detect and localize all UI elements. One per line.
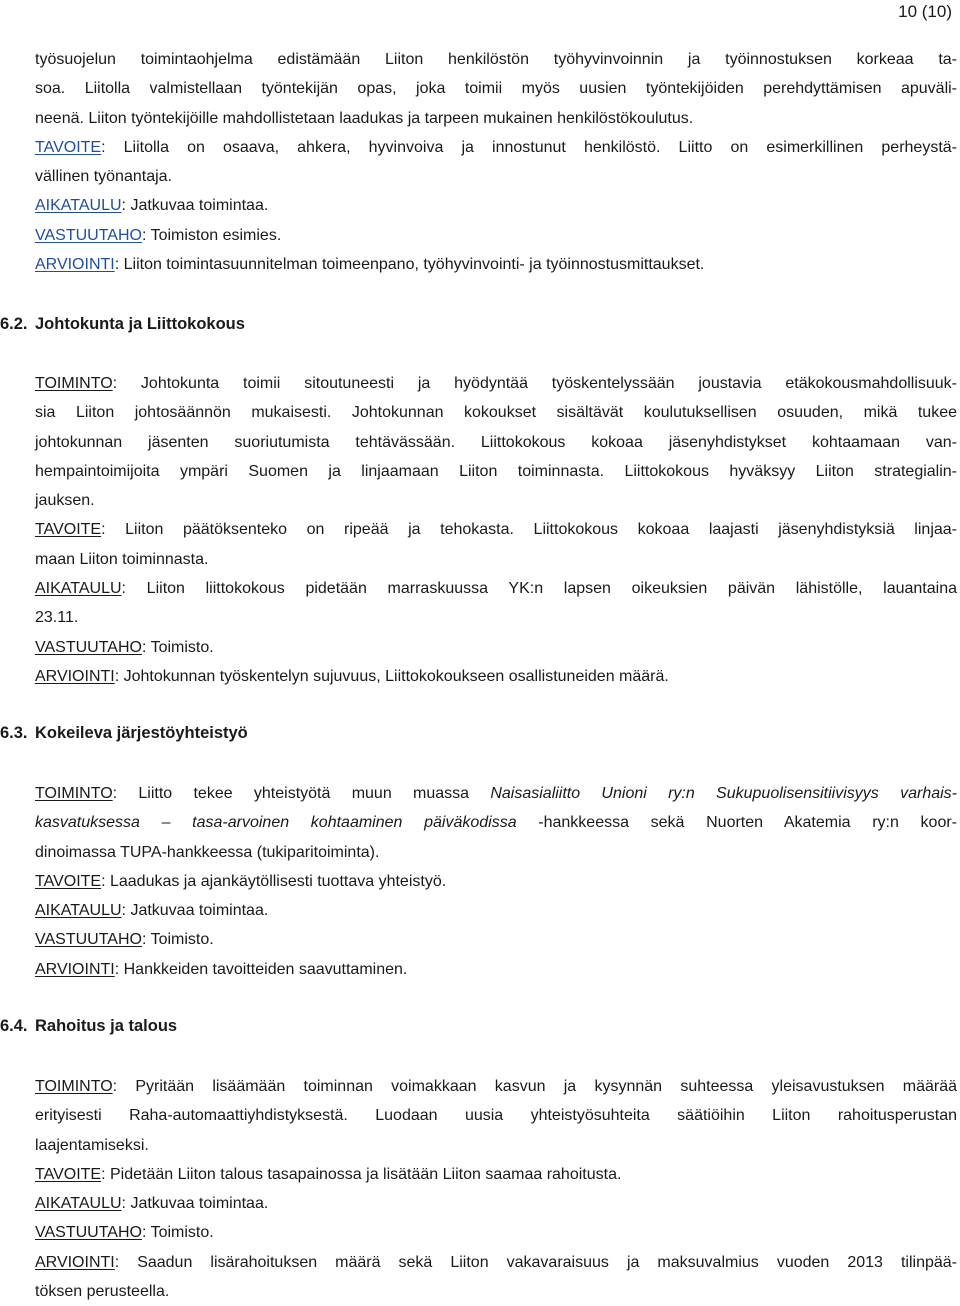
vastuutaho-text: : Toimiston esimies.	[141, 226, 282, 244]
aikataulu-label: AIKATAULU	[35, 1195, 122, 1213]
arviointi-line	[35, 955, 957, 984]
vastuutaho-line	[35, 633, 957, 662]
paragraph-line: sia Liiton johtosäännön mukaisesti. Johtokunnan kokoukset sisältävät koulutuksellisen osuuden, mikä tukee	[35, 404, 957, 422]
section-body	[35, 779, 957, 984]
arviointi-line	[35, 662, 957, 691]
vastuutaho-label: VASTUUTAHO	[35, 226, 142, 244]
section-number: 6.2.	[0, 315, 28, 333]
toiminto-line	[35, 369, 957, 398]
tavoite-label: TAVOITE	[35, 138, 102, 156]
arviointi-text: : Saadun lisärahoituksen määrä sekä Liiton vakavaraisuus ja maksuvalmius vuoden 2013 tilinpää-	[114, 1253, 957, 1271]
toiminto-label: TOIMINTO	[35, 375, 113, 392]
section-heading	[0, 315, 245, 334]
paragraph-line: laajentamiseksi.	[35, 1136, 149, 1154]
tavoite-line	[35, 133, 957, 162]
intro-block	[35, 45, 957, 279]
vastuutaho-text: : Toimisto.	[141, 638, 214, 656]
tavoite-text: : Laadukas ja ajankäytöllisesti tuottava yhteistyö.	[101, 872, 447, 890]
vastuutaho-label: VASTUUTAHO	[35, 1224, 142, 1242]
section-title: Johtokunta ja Liittokokous	[35, 315, 245, 333]
arviointi-text: : Hankkeiden tavoitteiden saavuttaminen.	[114, 960, 408, 978]
paragraph-line: työsuojelun toimintaohjelma edistämään Liiton henkilöstön työhyvinvoinnin ja työinnostuksen korkeaa ta-	[35, 51, 957, 68]
arviointi-label: ARVIOINTI	[35, 1253, 115, 1271]
section-title: Kokeileva järjestöyhteistyö	[35, 724, 248, 742]
tavoite-label: TAVOITE	[35, 1165, 102, 1183]
tavoite-text: : Pidetään Liiton talous tasapainossa ja lisätään Liiton saamaa rahoitusta.	[101, 1165, 622, 1183]
toiminto-text: : Liitto tekee yhteistyötä muun muassa	[112, 785, 491, 802]
paragraph-line: jauksen.	[35, 492, 95, 510]
aikataulu-label: AIKATAULU	[35, 197, 122, 215]
tavoite-line	[35, 515, 957, 544]
tavoite-line	[35, 867, 957, 896]
vastuutaho-label: VASTUUTAHO	[35, 931, 142, 949]
tavoite-text: : Liiton päätöksenteko on ripeää ja tehokasta. Liittokokous kokoaa laajasti jäsenyhdistyksiä linjaa-	[101, 521, 957, 539]
project-name: Naisasialiitto Unioni ry:n Sukupuolisensitiivisyys varhais-	[490, 785, 957, 802]
tavoite-label: TAVOITE	[35, 521, 102, 539]
tavoite-line: maan Liiton toiminnasta.	[35, 550, 209, 568]
toiminto-label: TOIMINTO	[35, 1078, 113, 1095]
tavoite-line	[35, 1160, 957, 1189]
paragraph-line: dinoimassa TUPA-hankkeessa (tukiparitoiminta).	[35, 843, 380, 861]
aikataulu-line	[35, 1189, 957, 1218]
vastuutaho-text: : Toimisto.	[141, 1224, 214, 1242]
arviointi-text: : Liiton toimintasuunnitelman toimeenpano, työhyvinvointi- ja työinnostusmittaukset.	[114, 256, 705, 274]
aikataulu-text: : Liiton liittokokous pidetään marraskuussa YK:n lapsen oikeuksien päivän lähistölle, lauantaina	[121, 580, 957, 598]
arviointi-line	[35, 1248, 957, 1277]
project-name: kasvatuksessa – tasa-arvoinen kohtaaminen päiväkodissa	[35, 814, 517, 832]
toiminto-text: : Pyritään lisäämään toiminnan voimakkaan kasvun ja kysynnän suhteessa yleisavustuksen määrää	[112, 1078, 957, 1095]
aikataulu-line	[35, 574, 957, 603]
vastuutaho-line	[35, 1218, 957, 1247]
paragraph-line: johtokunnan jäsenten suoriutumista tehtävässään. Liittokokous kokoaa jäsenyhdistykset kohtaamaan van-	[35, 433, 957, 451]
page-number: 10 (10)	[898, 2, 952, 21]
vastuutaho-label: VASTUUTAHO	[35, 638, 142, 656]
paragraph-line: erityisesti Raha-automaattiyhdistyksestä. Luodaan uusia yhteistyösuhteita säätiöihin Liiton rahoitusperustan	[35, 1107, 957, 1125]
tavoite-text: : Liitolla on osaava, ahkera, hyvinvoiva ja innostunut henkilöstö. Liitto on esimerkillinen perheystä-	[101, 138, 957, 156]
aikataulu-line: 23.11.	[35, 609, 79, 627]
toiminto-line	[35, 779, 957, 808]
aikataulu-line	[35, 896, 957, 925]
aikataulu-text: : Jatkuvaa toimintaa.	[121, 902, 269, 920]
section-body	[35, 1072, 957, 1306]
aikataulu-text: : Jatkuvaa toimintaa.	[121, 1195, 269, 1213]
aikataulu-line	[35, 191, 957, 220]
aikataulu-label: AIKATAULU	[35, 580, 122, 598]
vastuutaho-line	[35, 925, 957, 954]
section-number: 6.4.	[0, 1017, 28, 1035]
paragraph-line: soa. Liitolla valmistellaan työntekijän opas, joka toimii myös uusien työntekijöiden perehdyttämisen apuväli-	[35, 80, 957, 98]
paragraph-line: hempaintoimijoita ympäri Suomen ja linjaamaan Liiton toiminnasta. Liittokokous hyväksyy Liiton strategialin-	[35, 462, 957, 480]
arviointi-line	[35, 250, 957, 279]
aikataulu-label: AIKATAULU	[35, 902, 122, 920]
toiminto-line	[35, 808, 957, 837]
section-heading	[0, 1017, 177, 1036]
tavoite-label: TAVOITE	[35, 872, 102, 890]
section-body	[35, 369, 957, 691]
toiminto-text: : Johtokunta toimii sitoutuneesti ja hyödyntää työskentelyssään joustavia etäkokousmahdollisuuk-	[112, 375, 957, 392]
vastuutaho-text: : Toimisto.	[141, 931, 214, 949]
toiminto-text: -hankkeessa sekä Nuorten Akatemia ry:n koor-	[516, 814, 957, 832]
section-number: 6.3.	[0, 724, 28, 742]
section-title: Rahoitus ja talous	[35, 1017, 178, 1035]
arviointi-label: ARVIOINTI	[35, 960, 115, 978]
tavoite-line: vällinen työnantaja.	[35, 168, 172, 186]
toiminto-line	[35, 1072, 957, 1101]
arviointi-line: töksen perusteella.	[35, 1283, 170, 1301]
toiminto-label: TOIMINTO	[35, 785, 113, 802]
section-heading	[0, 724, 248, 743]
paragraph-line: neenä. Liiton työntekijöille mahdollistetaan laadukas ja tarpeen mukainen henkilöstökoulutus.	[35, 109, 694, 127]
aikataulu-text: : Jatkuvaa toimintaa.	[121, 197, 269, 215]
arviointi-label: ARVIOINTI	[35, 256, 115, 274]
vastuutaho-line	[35, 221, 957, 250]
arviointi-label: ARVIOINTI	[35, 667, 115, 685]
arviointi-text: : Johtokunnan työskentelyn sujuvuus, Liittokokoukseen osallistuneiden määrä.	[114, 667, 669, 685]
